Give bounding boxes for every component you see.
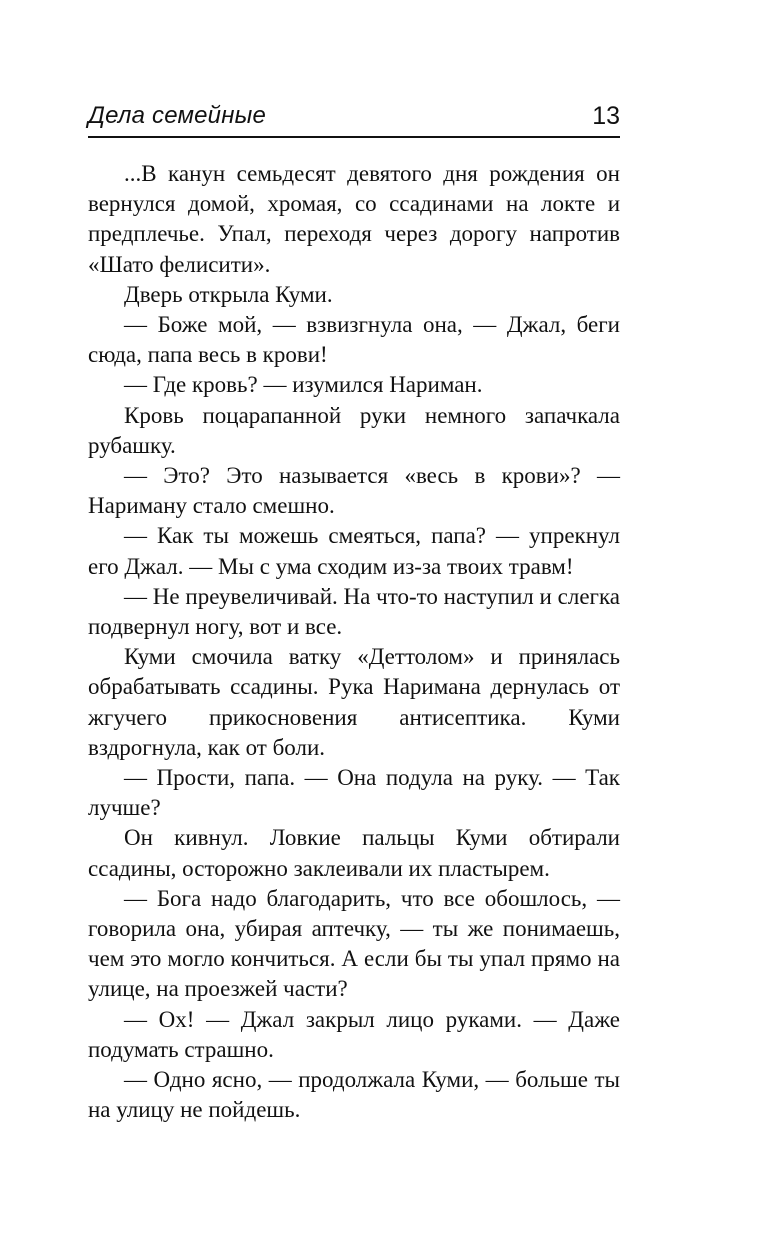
- paragraph: Куми смочила ватку «Деттолом» и принялась обрабатывать ссадины. Рука Наримана дернулась от жгучего прикосновения антисептика. Куми вздрогнула, как от боли.: [88, 644, 620, 760]
- paragraph: — Не преувеличивай. На что-то наступил и слегка подвернул ногу, вот и все.: [88, 583, 620, 640]
- paragraph: — Одно ясно, — продолжала Куми, — больше ты на улицу не пойдешь.: [88, 1067, 620, 1123]
- paragraph: — Прости, папа. — Она подула на руку. — Так лучше?: [88, 765, 620, 821]
- paragraph: Кровь поцарапанной руки немного запачкала рубашку.: [88, 402, 620, 458]
- paragraph: — Бога надо благодарить, что все обошлось, — говорила она, убирая аптечку, — ты же понимаешь, чем это могло кончиться. А если бы ты упал прямо на улице, на проезжей части?: [88, 885, 620, 1002]
- body-text: [88, 159, 620, 1126]
- paragraph: Дверь открыла Куми.: [124, 281, 333, 307]
- paragraph: — Где кровь? — изумился Нариман.: [124, 372, 483, 398]
- paragraph: Он кивнул. Ловкие пальцы Куми обтирали ссадины, осторожно заклеивали их пластырем.: [88, 825, 620, 881]
- paragraph: — Ох! — Джал закрыл лицо руками. — Даже подумать страшно.: [88, 1006, 620, 1062]
- running-title: Дела семейные: [88, 102, 267, 129]
- page-number: 13: [592, 102, 620, 130]
- paragraph: — Это? Это называется «весь в крови»? — Нариману стало смешно.: [88, 463, 620, 519]
- paragraph: ...В канун семьдесят девятого дня рождения он вернулся домой, хромая, со ссадинами на локте и предплечье. Упал, переходя через дорогу напротив «Шато фелисити».: [88, 161, 620, 277]
- header-rule: [88, 136, 620, 138]
- running-header: [88, 100, 620, 136]
- paragraph: — Как ты можешь смеяться, папа? — упрекнул его Джал. — Мы с ума сходим из-за твоих травм!: [88, 523, 620, 579]
- paragraph: — Боже мой, — взвизгнула она, — Джал, беги сюда, папа весь в крови!: [88, 312, 620, 368]
